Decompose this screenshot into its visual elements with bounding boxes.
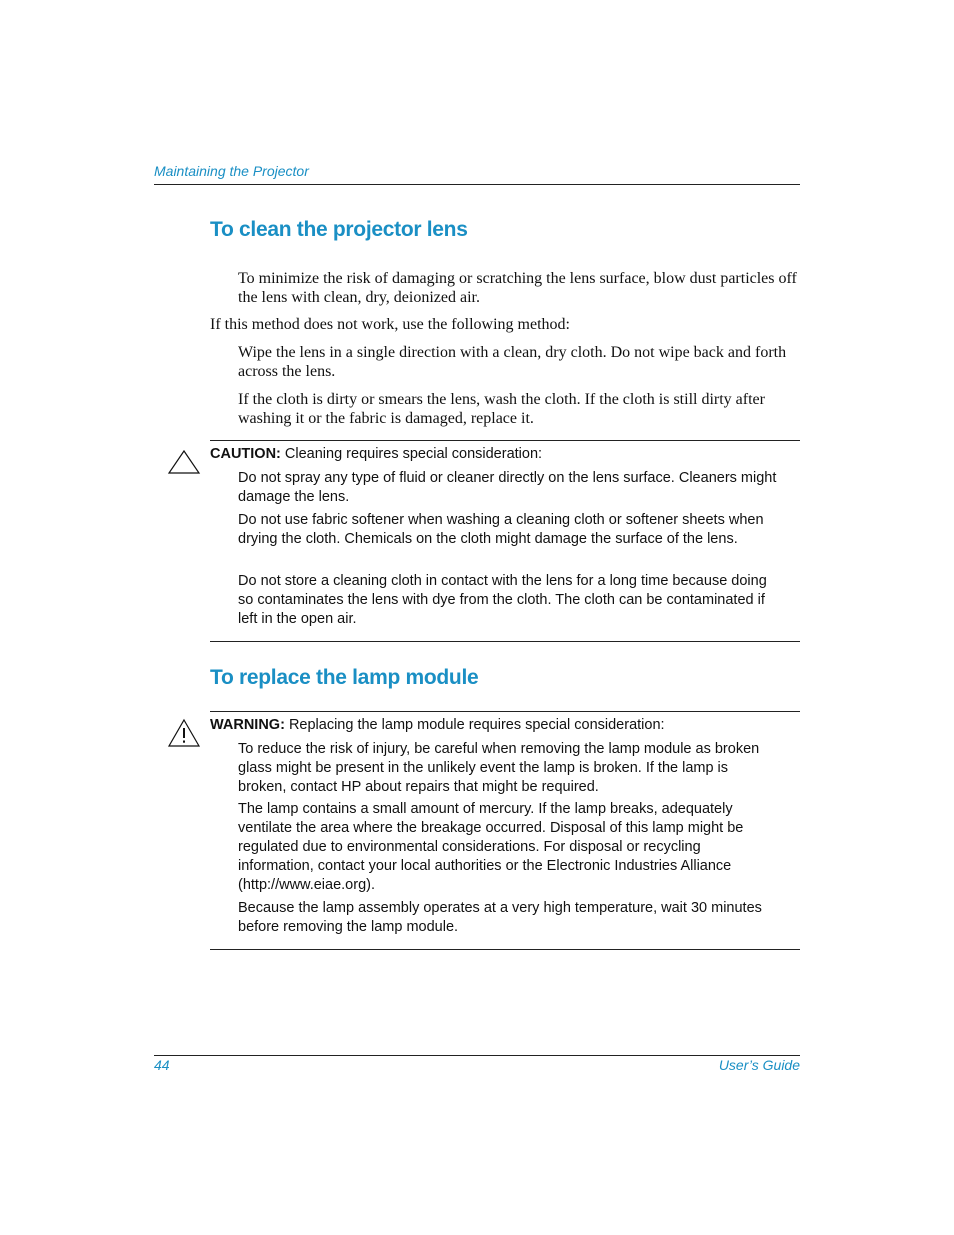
running-header: Maintaining the Projector xyxy=(154,163,309,179)
section-heading-replace-lamp: To replace the lamp module xyxy=(210,666,479,689)
caution-intro-line xyxy=(210,445,800,464)
caution-top-rule xyxy=(210,440,800,441)
paragraph-wash-cloth: If the cloth is dirty or smears the lens, wash the cloth. If the cloth is still dirty after washing it or the fabric is damaged, replace it. xyxy=(238,391,765,427)
warning-item-mercury: The lamp contains a small amount of mercury. If the lamp breaks, adequately ventilate the area where the breakage occurred. Disposal of this lamp might be regulated due to environmental considerations. For disposal or recycling information, contact your local authorities or the Electronic Industries Alliance (http://www.eiae.org). xyxy=(238,801,744,893)
caution-item-storage: Do not store a cleaning cloth in contact with the lens for a long time because doing so contaminates the lens with dye from the cloth. The cloth can be contaminated if left in the open air. xyxy=(238,573,767,627)
caution-bottom-rule xyxy=(210,641,800,642)
caution-item-spray: Do not spray any type of fluid or cleaner directly on the lens surface. Cleaners might damage the lens. xyxy=(238,470,777,505)
paragraph-blow-dust: To minimize the risk of damaging or scratching the lens surface, blow dust particles off the lens with clean, dry, deionized air. xyxy=(238,270,797,306)
warning-triangle-icon xyxy=(167,718,201,748)
guide-title: User’s Guide xyxy=(718,1057,800,1073)
caution-triangle-icon xyxy=(167,449,201,475)
paragraph-wipe-lens: Wipe the lens in a single direction with a clean, dry cloth. Do not wipe back and forth across the lens. xyxy=(238,344,787,380)
paragraph-method-intro: If this method does not work, use the following method: xyxy=(210,316,570,333)
warning-item-temperature: Because the lamp assembly operates at a very high temperature, wait 30 minutes before removing the lamp module. xyxy=(238,900,762,935)
footer-rule xyxy=(154,1055,800,1056)
warning-bottom-rule xyxy=(210,949,800,950)
caution-label: CAUTION: xyxy=(210,446,281,462)
caution-intro: Cleaning requires special consideration: xyxy=(284,446,543,462)
warning-item-broken-glass: To reduce the risk of injury, be careful when removing the lamp module as broken glass might be present in the unlikely event the lamp is broken. If the lamp is broken, contact HP about repairs that might be required. xyxy=(238,741,760,795)
header-rule xyxy=(154,184,800,185)
section-heading-clean-lens: To clean the projector lens xyxy=(210,218,468,241)
warning-label: WARNING: xyxy=(210,717,285,733)
warning-intro: Replacing the lamp module requires special consideration: xyxy=(288,717,665,733)
caution-item-softener: Do not use fabric softener when washing a cleaning cloth or softener sheets when drying the cloth. Chemicals on the cloth might damage the surface of the lens. xyxy=(238,512,764,547)
warning-intro-line xyxy=(210,716,800,735)
page-number: 44 xyxy=(154,1057,170,1073)
warning-top-rule xyxy=(210,711,800,712)
